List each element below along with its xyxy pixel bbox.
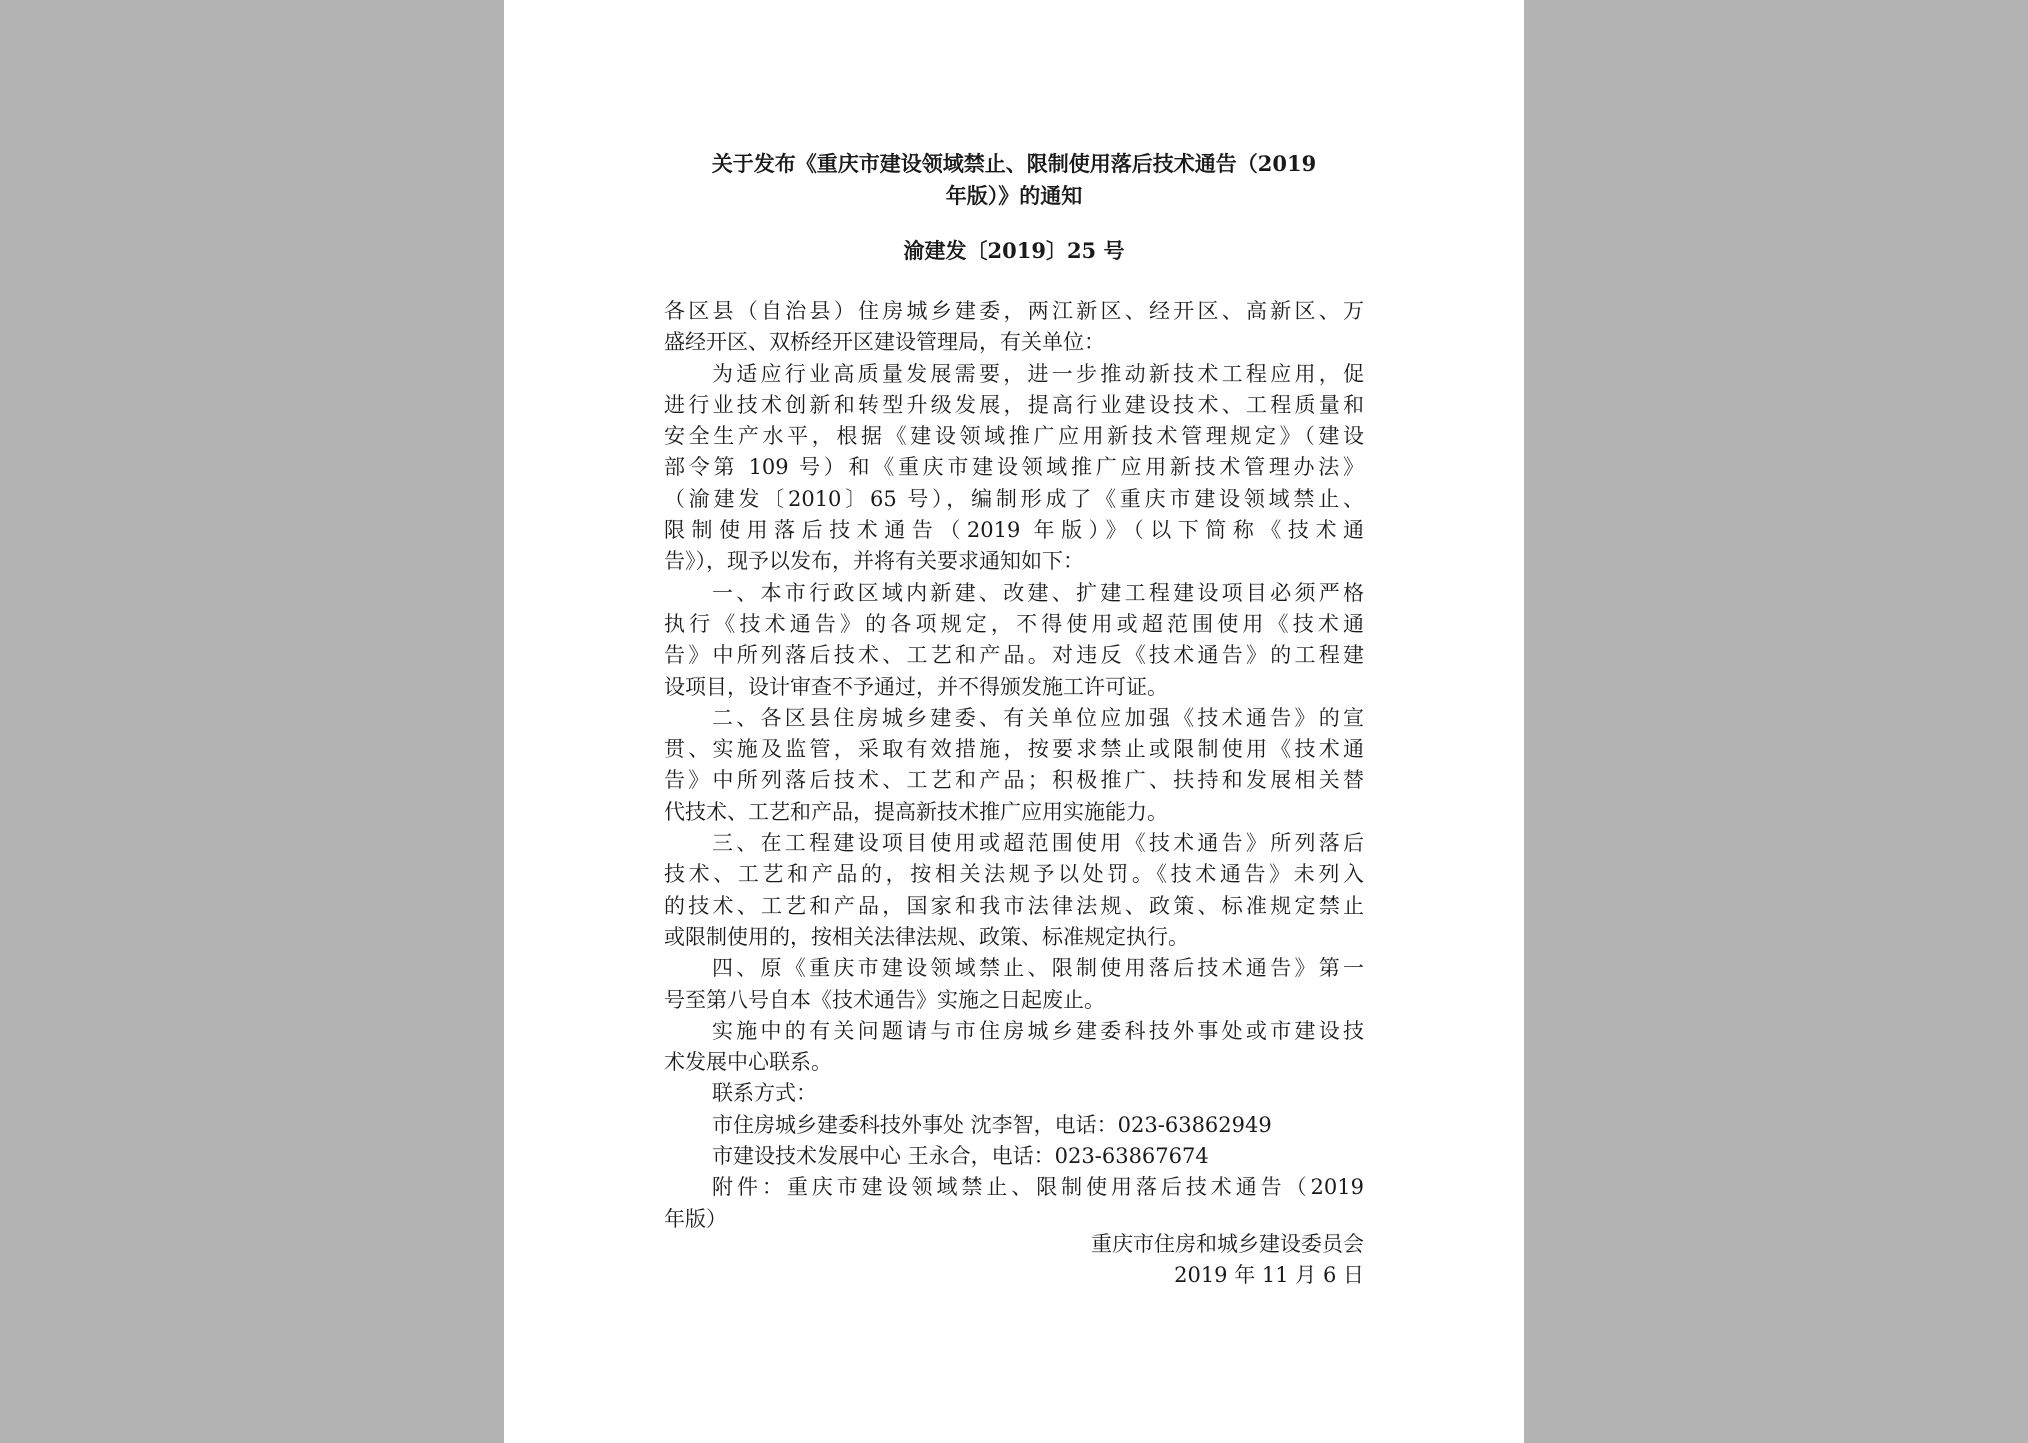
body-line: 设项目，设计审查不予通过，并不得颁发施工许可证。 <box>664 674 1168 699</box>
body-line: （渝建发〔2010〕65 号），编制形成了《重庆市建设领域禁止、 <box>664 486 1364 511</box>
body-line: 为适应行业高质量发展需要，进一步推动新技术工程应用，促 <box>712 361 1364 386</box>
body-line: 二、各区县住房城乡建委、有关单位应加强《技术通告》的宣 <box>712 705 1364 730</box>
document-title <box>674 148 1354 212</box>
contact-line: 市建设技术发展中心 王永合，电话：023-63867674 <box>712 1144 1209 1169</box>
title-line-2: 年版）》的通知 <box>945 183 1083 208</box>
signature-date: 2019 年 11 月 6 日 <box>1174 1263 1364 1288</box>
body-line: 告》中所列落后技术、工艺和产品。对违反《技术通告》的工程建 <box>664 643 1364 668</box>
body-line: 技术、工艺和产品的，按相关法规予以处罚。《技术通告》未列入 <box>664 862 1364 887</box>
body-line: 安全生产水平，根据《建设领域推广应用新技术管理规定》（建设 <box>664 424 1364 449</box>
body-line: 四、原《重庆市建设领域禁止、限制使用落后技术通告》第一 <box>712 956 1364 981</box>
document-page <box>504 0 1524 1443</box>
signature-org: 重庆市住房和城乡建设委员会 <box>1091 1232 1364 1256</box>
body-line: 执行《技术通告》的各项规定，不得使用或超范围使用《技术通 <box>664 611 1364 636</box>
document-number: 渝建发〔2019〕25 号 <box>903 238 1125 263</box>
body-line: 各区县（自治县）住房城乡建委，两江新区、经开区、高新区、万 <box>664 299 1364 323</box>
body-line: 的技术、工艺和产品，国家和我市法律法规、政策、标准规定禁止 <box>664 893 1364 918</box>
body-line: 限制使用落后技术通告（2019 年版）》（以下简称《技术通 <box>664 518 1364 543</box>
attachment-line: 附件：重庆市建设领域禁止、限制使用落后技术通告（2019 <box>712 1175 1364 1200</box>
body-line: 实施中的有关问题请与市住房城乡建委科技外事处或市建设技 <box>712 1018 1364 1043</box>
body-line: 一、本市行政区域内新建、改建、扩建工程建设项目必须严格 <box>712 580 1364 605</box>
body-line: 告》中所列落后技术、工艺和产品；积极推广、扶持和发展相关替 <box>664 768 1364 793</box>
body-line: 盛经开区、双桥经开区建设管理局，有关单位： <box>664 330 1105 355</box>
contact-line: 市住房城乡建委科技外事处 沈李智，电话：023-63862949 <box>712 1112 1272 1137</box>
body-line: 术发展中心联系。 <box>664 1050 832 1075</box>
attachment-line: 年版） <box>664 1206 727 1231</box>
title-line-1: 关于发布《重庆市建设领域禁止、限制使用落后技术通告（2019 <box>711 151 1317 176</box>
body-line: 部令第 109 号）和《重庆市建设领域推广应用新技术管理办法》 <box>664 455 1364 480</box>
body-line: 三、在工程建设项目使用或超范围使用《技术通告》所列落后 <box>712 831 1364 856</box>
body-line: 贯、实施及监管，采取有效措施，按要求禁止或限制使用《技术通 <box>664 737 1364 762</box>
body-line: 号至第八号自本《技术通告》实施之日起废止。 <box>664 987 1105 1012</box>
body-line: 进行业技术创新和转型升级发展，提高行业建设技术、工程质量和 <box>664 392 1364 417</box>
signature-block <box>964 1229 1364 1292</box>
document-body <box>664 296 1364 1235</box>
contact-heading: 联系方式： <box>712 1081 817 1106</box>
body-line: 告》），现予以发布，并将有关要求通知如下： <box>664 549 1084 574</box>
body-line: 或限制使用的，按相关法律法规、政策、标准规定执行。 <box>664 924 1189 949</box>
body-line: 代技术、工艺和产品，提高新技术推广应用实施能力。 <box>664 799 1168 824</box>
